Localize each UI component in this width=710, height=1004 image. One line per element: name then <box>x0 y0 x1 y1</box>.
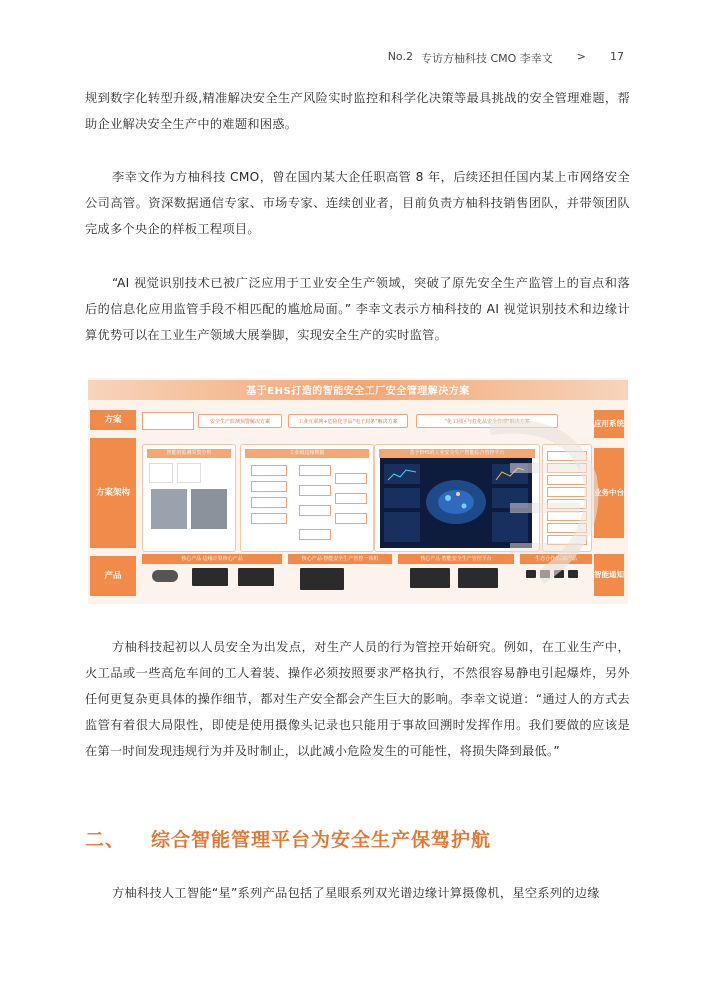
right-label-middle-platform: 业务中台 <box>594 448 624 538</box>
section-title-text: 综合智能管理平台为安全生产保驾护航 <box>151 829 492 851</box>
platform-device-1 <box>410 568 450 588</box>
watermark-graphic <box>450 408 610 588</box>
edge-box-device-2 <box>238 568 274 586</box>
solution-diagram-figure <box>88 378 628 604</box>
product-bar-3: 核心产品·智能安全生产管控平台 <box>398 554 514 564</box>
paragraph-3: “AI 视觉识别技术已被广泛应用于工业安全生产领域，突破了原先安全生产监管上的盲点和落后的信息化应用监管手段不相匹配的尴尬局面。” 李幸文表示方柚科技的 AI 视觉识别技术和边缘计算优势可以在工业生产领域大展拳脚，实现安全生产的实时监管。 <box>85 276 630 342</box>
solution-chip-3: “化工园区与危化品安全管理”解决方案 <box>416 414 558 428</box>
edge-node-2 <box>251 481 287 492</box>
edge-node-7 <box>299 505 331 516</box>
edge-node-10 <box>335 513 367 524</box>
edge-node-8 <box>335 473 367 484</box>
server-device <box>300 568 344 590</box>
monitor-thumb-2 <box>177 463 201 483</box>
left-label-solution: 方案 <box>90 410 136 430</box>
paragraph-2: 李幸文作为方柚科技 CMO，曾在国内某大企任职高管 8 年，后续还担任国内某上市网络安全公司高管。资深数据通信专家、市场专家、连续创业者，目前负责方柚科技销售团队，并带领团队完成多个央企的样板工程项目。 <box>85 170 630 236</box>
edge-node-5 <box>299 465 331 476</box>
edge-node-11 <box>299 529 331 540</box>
section-heading <box>85 825 491 852</box>
section-number: 二、 <box>85 829 126 851</box>
right-label-application: 应用系统 <box>594 410 624 438</box>
solution-chip-1: 安全生产监测预警解决方案 <box>198 414 282 428</box>
monitoring-panel-head: 智能的监测采集分析 <box>147 449 231 458</box>
edge-node-1 <box>251 465 287 476</box>
site-photo-2 <box>191 489 227 529</box>
paragraph-4: 方柚科技起初以人员安全为出发点，对生产人员的行为管控开始研究。例如，在工业生产中，火工品或一些高危车间的工人着装、操作必须按照要求严格执行，不然很容易静电引起爆炸，另外任何更复杂更具体的操作细节，都对生产安全都会产生巨大的影响。李幸文说道：“通过人的方式去监管有着很大局限性，即使是使用摄像头记录也只能用于事故回溯时发挥作用。我们要做的应该是在第一时间发现违规行为并及时制止，以此减小危险发生的可能性，将损失降到最低。” <box>85 640 630 758</box>
solution-chip-2: 工业互联网+危险化学品“电子封条”解决方案 <box>288 414 408 428</box>
paragraph-5: 方柚科技人工智能“星”系列产品包括了星眼系列双光谱边缘计算摄像机，星空系列的边缘 <box>112 886 600 900</box>
edge-node-3 <box>251 497 287 508</box>
edge-data-panel <box>240 444 374 552</box>
product-bar-4: 生态合作/后端产品 <box>520 554 592 564</box>
left-label-product: 产品 <box>90 556 136 596</box>
camera-device <box>152 570 178 582</box>
left-label-architecture: 方案架构 <box>90 438 136 548</box>
right-label-notification: 智能通知 <box>594 554 624 596</box>
header-separator: > <box>576 50 586 63</box>
edge-node-6 <box>299 485 331 496</box>
running-header <box>388 50 624 66</box>
logo-icons-box <box>142 412 194 430</box>
product-bar-2: 核心产品·智能安全生产管控一体机 <box>288 554 392 564</box>
column-title: 专访方柚科技 CMO 李幸文 <box>420 52 553 65</box>
edge-node-9 <box>335 493 367 504</box>
issue-number: No.2 <box>387 50 413 63</box>
edge-node-4 <box>251 513 287 524</box>
page-number: 17 <box>610 50 624 63</box>
product-bar-1: 核心产品·边缘计算核心产品 <box>142 554 282 564</box>
edge-data-panel-head: 工业级边缘数据 <box>245 449 369 458</box>
figure-title: 基于EHS打造的智能安全工厂安全管理解决方案 <box>246 386 470 397</box>
monitoring-panel <box>142 444 236 552</box>
dashboard-panel-head: 基于EHS的工业安全生产智能综合管控平台 <box>379 449 535 458</box>
paragraph-1: 规到数字化转型升级,精准解决安全生产风险实时监控和科学化决策等最具挑战的安全管理难题，帮助企业解决安全生产中的难题和困惑。 <box>85 91 630 131</box>
monitor-thumb-1 <box>149 463 173 483</box>
site-photo-1 <box>151 489 187 529</box>
edge-box-device-1 <box>192 568 228 586</box>
